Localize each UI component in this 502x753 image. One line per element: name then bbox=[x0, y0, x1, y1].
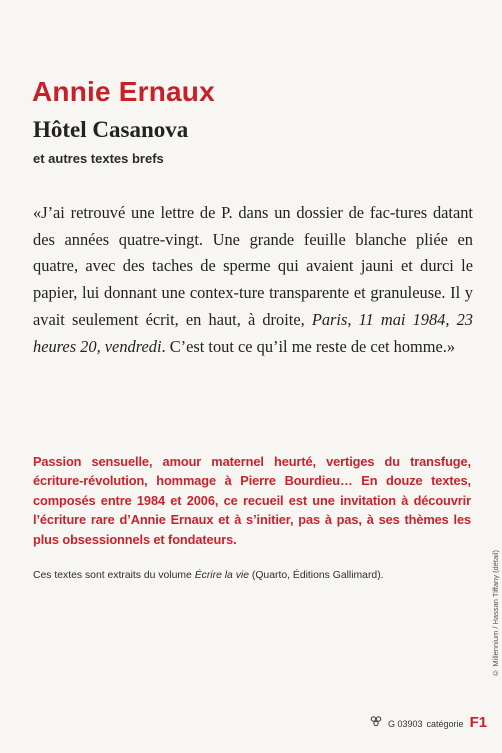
source-note bbox=[33, 570, 473, 581]
source-volume-title: Écrire la vie bbox=[194, 570, 249, 581]
book-title: Hôtel Casanova bbox=[33, 117, 189, 142]
blurb-paragraph: Passion sensuelle, amour maternel heurté, vertiges du transfuge, écriture-révolution, hommage à Pierre Bourdieu… En douze textes, composés entre 1984 et 2006, ce recueil est une invitation à découvrir l’écriture rare d’Annie Ernaux et à s’initier, pas à pas, à ses thèmes les plus obsessionnels et fondateurs. bbox=[33, 454, 471, 547]
folio-logo-icon bbox=[370, 715, 382, 727]
category-value: F1 bbox=[469, 714, 488, 731]
photo-credit: © Millennium / Hassan Tiffany (détail) bbox=[491, 550, 500, 678]
product-code: G 03903 bbox=[388, 719, 423, 729]
category-label: catégorie bbox=[426, 719, 464, 729]
book-subtitle: et autres textes brefs bbox=[33, 151, 164, 166]
source-suffix: (Quarto, Éditions Gallimard). bbox=[249, 570, 384, 581]
cover-footer bbox=[370, 714, 487, 731]
source-prefix: Ces textes sont extraits du volume bbox=[33, 570, 195, 581]
quote-text-end: . C’est tout ce qu’il me reste de cet homme.» bbox=[161, 336, 456, 356]
quote-text-start: «J’ai retrouvé une lettre de P. dans un dossier de fac-tures datant des années quatre-vingt. Une grande feuille blanche pliée en quatre, avec des taches de sperme qui avaient jauni et durci le papier, lui donnant une contex-ture transparente et granuleuse. Il y avait seulement écrit, en haut, à droite, bbox=[33, 203, 473, 329]
author-name: Annie Ernaux bbox=[32, 76, 215, 107]
quote-italic-date: Paris, 11 mai 1984, 23 heures 20, vendredi bbox=[33, 309, 473, 356]
quote-paragraph bbox=[33, 200, 473, 360]
